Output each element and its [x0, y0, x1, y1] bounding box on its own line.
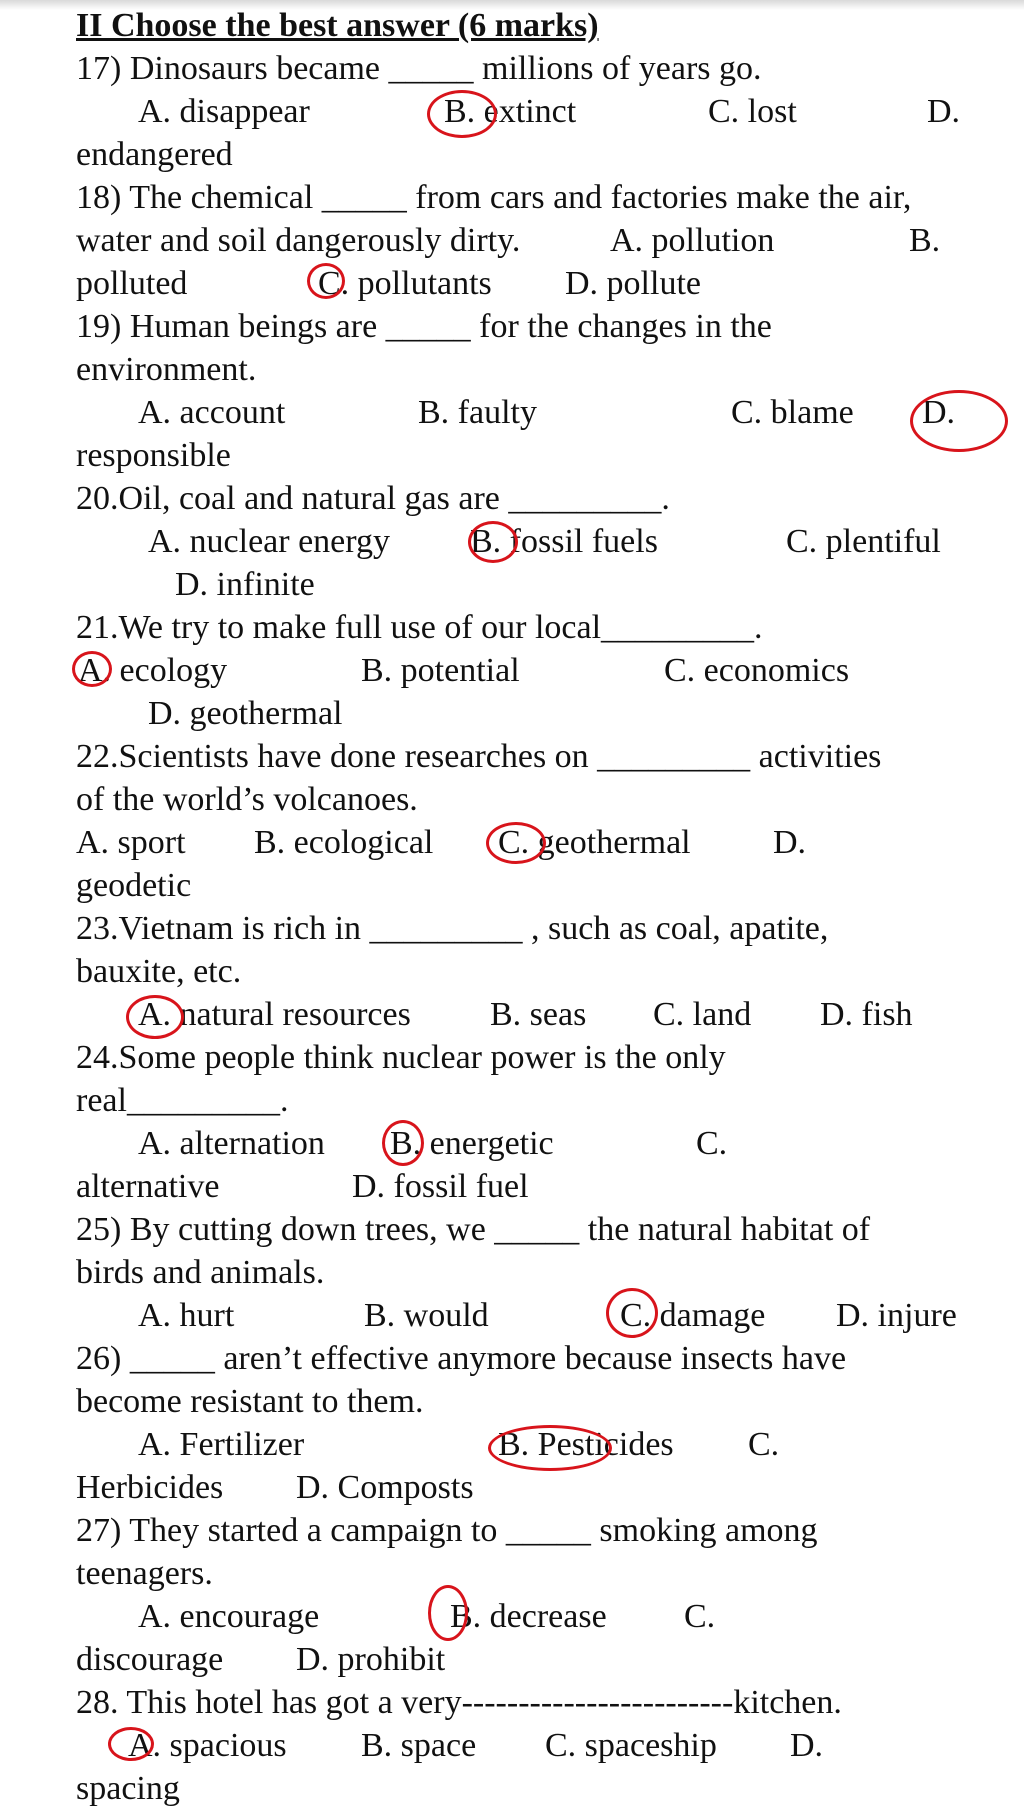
- option-28d-text: spacing: [76, 1770, 180, 1807]
- option-17a: A. disappear: [138, 93, 310, 130]
- option-21b: B. potential: [361, 652, 520, 689]
- option-28c: C. spaceship: [545, 1727, 717, 1764]
- option-24b: B. energetic: [390, 1125, 554, 1162]
- option-21a: A. ecology: [78, 652, 228, 689]
- question-19-cont: environment.: [76, 351, 257, 388]
- option-24c-letter: C.: [696, 1125, 728, 1162]
- option-18a: A. pollution: [610, 222, 775, 259]
- option-17d-letter: D.: [927, 93, 961, 130]
- option-22c: C. geothermal: [498, 824, 691, 861]
- question-21: 21.We try to make full use of our local_________.: [76, 609, 763, 646]
- option-23c: C. land: [653, 996, 752, 1033]
- option-24a: A. alternation: [138, 1125, 325, 1162]
- question-18-cont: water and soil dangerously dirty.: [76, 222, 521, 259]
- option-26c-text: Herbicides: [76, 1469, 224, 1506]
- question-25: 25) By cutting down trees, we _____ the natural habitat of: [76, 1211, 871, 1248]
- option-27b: B. decrease: [450, 1598, 607, 1635]
- answer-circle-17b: [427, 90, 497, 138]
- option-25d: D. injure: [836, 1297, 957, 1334]
- question-20: 20.Oil, coal and natural gas are _________.: [76, 480, 670, 517]
- option-27c-text: discourage: [76, 1641, 224, 1678]
- question-24-cont: real_________.: [76, 1082, 289, 1119]
- option-26b: B. Pesticides: [498, 1426, 674, 1463]
- option-19d-letter: D.: [922, 394, 956, 431]
- question-28: 28. This hotel has got a very------------------------kitchen.: [76, 1684, 842, 1721]
- option-17b: B. extinct: [444, 93, 577, 130]
- option-18b-letter: B.: [909, 222, 941, 259]
- question-24: 24.Some people think nuclear power is the only: [76, 1039, 726, 1076]
- option-25b: B. would: [364, 1297, 489, 1334]
- answer-circle-18c: [307, 263, 345, 299]
- option-21d: D. geothermal: [148, 695, 343, 732]
- option-23d: D. fish: [820, 996, 913, 1033]
- question-22: 22.Scientists have done researches on _________ activities: [76, 738, 882, 775]
- question-26-cont: become resistant to them.: [76, 1383, 424, 1420]
- option-19c: C. blame: [731, 394, 854, 431]
- option-28a: A. spacious: [128, 1727, 287, 1764]
- section-heading: II Choose the best answer (6 marks): [76, 7, 599, 44]
- option-26d: D. Composts: [296, 1469, 474, 1506]
- option-25a: A. hurt: [138, 1297, 235, 1334]
- option-27a: A. encourage: [138, 1598, 320, 1635]
- option-20a: A. nuclear energy: [148, 523, 390, 560]
- option-22a: A. sport: [76, 824, 186, 861]
- option-23a: A. natural resources: [138, 996, 411, 1033]
- option-19b: B. faulty: [418, 394, 537, 431]
- option-27d: D. prohibit: [296, 1641, 446, 1678]
- option-18c: C. pollutants: [318, 265, 492, 302]
- question-27: 27) They started a campaign to _____ smoking among: [76, 1512, 818, 1549]
- question-26: 26) _____ aren’t effective anymore because insects have: [76, 1340, 847, 1377]
- option-20c: C. plentiful: [786, 523, 941, 560]
- option-26a: A. Fertilizer: [138, 1426, 305, 1463]
- answer-circle-26b: [488, 1425, 612, 1471]
- option-27c-letter: C.: [684, 1598, 716, 1635]
- answer-circle-24b: [382, 1120, 424, 1166]
- answer-circle-21a: [72, 651, 112, 687]
- question-18: 18) The chemical _____ from cars and factories make the air,: [76, 179, 912, 216]
- answer-circle-25c: [606, 1288, 658, 1338]
- option-17c: C. lost: [708, 93, 797, 130]
- option-20b: B. fossil fuels: [470, 523, 658, 560]
- option-18b-text: polluted: [76, 265, 188, 302]
- option-24c-text: alternative: [76, 1168, 220, 1205]
- option-28b: B. space: [361, 1727, 477, 1764]
- question-25-cont: birds and animals.: [76, 1254, 325, 1291]
- option-18d: D. pollute: [565, 265, 701, 302]
- answer-circle-23a: [126, 995, 184, 1039]
- question-19: 19) Human beings are _____ for the changes in the: [76, 308, 772, 345]
- option-28d-letter: D.: [790, 1727, 824, 1764]
- answer-circle-22c: [486, 822, 546, 864]
- answer-circle-19d: [910, 390, 1008, 452]
- question-22-cont: of the world’s volcanoes.: [76, 781, 418, 818]
- option-19d-text: responsible: [76, 437, 231, 474]
- question-23: 23.Vietnam is rich in _________ , such as coal, apatite,: [76, 910, 829, 947]
- question-17: 17) Dinosaurs became _____ millions of years go.: [76, 50, 762, 87]
- option-23b: B. seas: [490, 996, 587, 1033]
- option-22b: B. ecological: [254, 824, 434, 861]
- answer-circle-27b: [428, 1585, 468, 1641]
- option-19a: A. account: [138, 394, 286, 431]
- question-27-cont: teenagers.: [76, 1555, 213, 1592]
- option-22d-text: geodetic: [76, 867, 192, 904]
- option-25c: C. damage: [620, 1297, 766, 1334]
- option-24d: D. fossil fuel: [352, 1168, 529, 1205]
- question-23-cont: bauxite, etc.: [76, 953, 242, 990]
- option-21c: C. economics: [664, 652, 850, 689]
- option-26c-letter: C.: [748, 1426, 780, 1463]
- answer-circle-20b: [468, 521, 518, 563]
- option-17d-text: endangered: [76, 136, 233, 173]
- option-22d-letter: D.: [773, 824, 807, 861]
- option-20d: D. infinite: [175, 566, 315, 603]
- answer-circle-28a: [108, 1727, 154, 1761]
